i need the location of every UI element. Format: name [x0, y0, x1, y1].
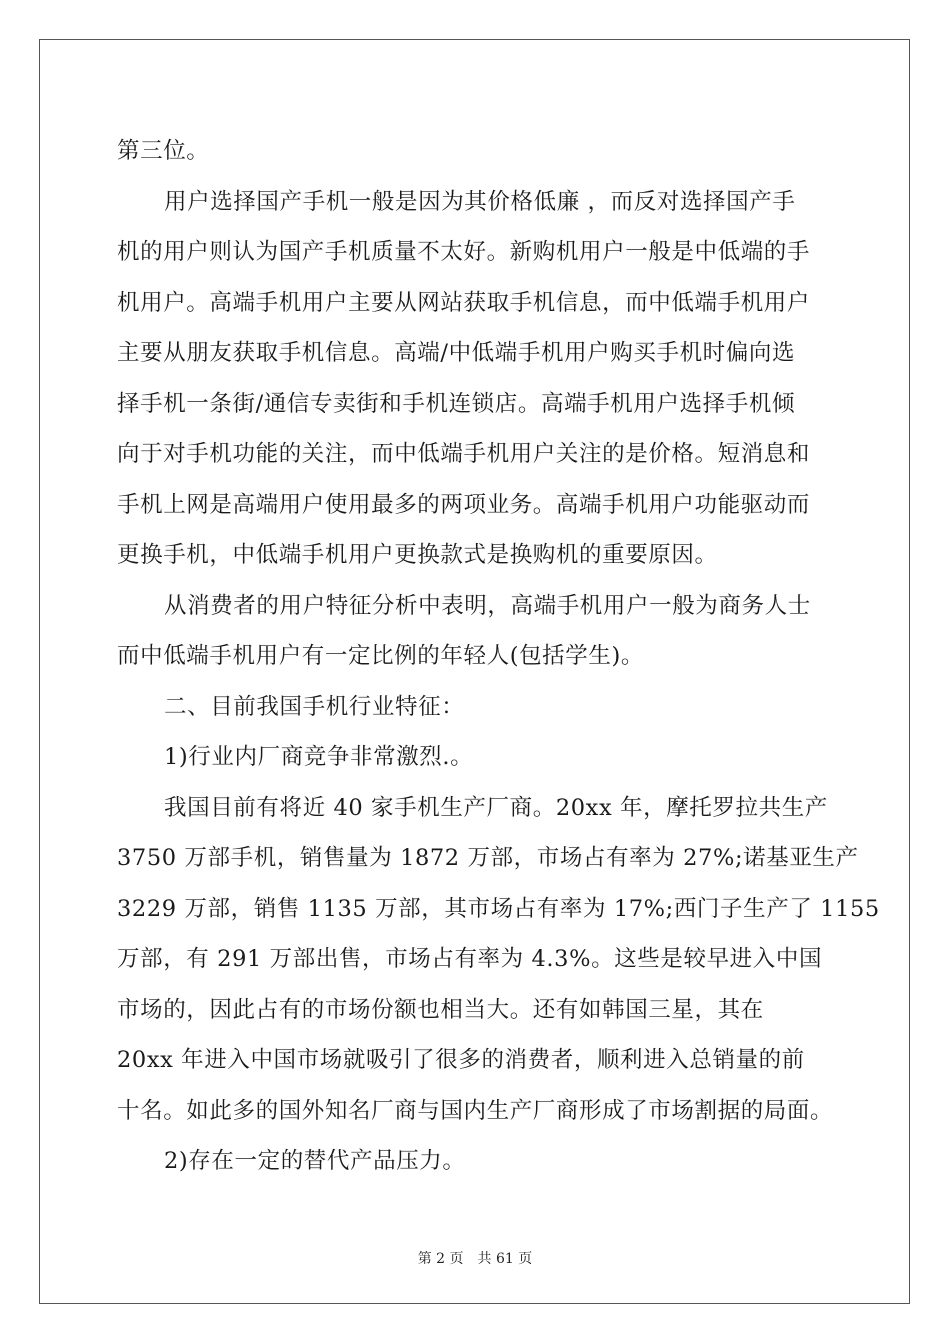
subsection-heading: 2)存在一定的替代产品压力。 [164, 1148, 466, 1174]
page-footer [0, 1248, 950, 1268]
text-line: 机用户。高端手机用户主要从网站获取手机信息，而中低端手机用户 [117, 289, 811, 316]
text-line: 更换手机，中低端手机用户更换款式是换购机的重要原因。 [117, 542, 718, 568]
text-line: 从消费者的用户特征分析中表明，高端手机用户一般为商务人士 [164, 592, 811, 619]
text-line: 而中低端手机用户有一定比例的年轻人(包括学生)。 [117, 643, 644, 669]
document-body [117, 126, 880, 1187]
text-line: 市场的，因此占有的市场份额也相当大。还有如韩国三星，其在 [117, 996, 764, 1023]
text-line: 第三位。 [117, 138, 210, 164]
section-heading: 二、目前我国手机行业特征： [164, 693, 465, 720]
subsection-heading: 1)行业内厂商竞争非常激烈.。 [164, 744, 474, 770]
page-number: 第 2 页 [417, 1251, 464, 1267]
text-line: 择手机一条街/通信专卖街和手机连锁店。高端手机用户选择手机倾 [117, 390, 796, 417]
text-line: 3750 万部手机，销售量为 1872 万部，市场占有率为 27%;诺基亚生产 [117, 845, 859, 871]
page-total: 共 61 页 [477, 1251, 533, 1267]
text-line: 万部，有 291 万部出售，市场占有率为 4.3%。这些是较早进入中国 [117, 946, 823, 972]
text-line: 向于对手机功能的关注，而中低端手机用户关注的是价格。短消息和 [117, 441, 811, 467]
text-line: 3229 万部，销售 1135 万部，其市场占有率为 17%;西门子生产了 1155 [117, 895, 880, 922]
text-line: 机的用户则认为国产手机质量不太好。新购机用户一般是中低端的手 [117, 239, 811, 265]
text-line: 手机上网是高端用户使用最多的两项业务。高端手机用户功能驱动而 [117, 491, 811, 518]
text-line: 用户选择国产手机一般是因为其价格低廉 ，而反对选择国产手 [164, 188, 796, 215]
text-line: 20xx 年进入中国市场就吸引了很多的消费者，顺利进入总销量的前 [117, 1047, 805, 1073]
text-line: 我国目前有将近 40 家手机生产厂商。20xx 年，摩托罗拉共生产 [164, 794, 828, 821]
text-line: 主要从朋友获取手机信息。高端/中低端手机用户购买手机时偏向选 [117, 340, 796, 366]
text-line: 十名。如此多的国外知名厂商与国内生产厂商形成了市场割据的局面。 [117, 1097, 834, 1124]
